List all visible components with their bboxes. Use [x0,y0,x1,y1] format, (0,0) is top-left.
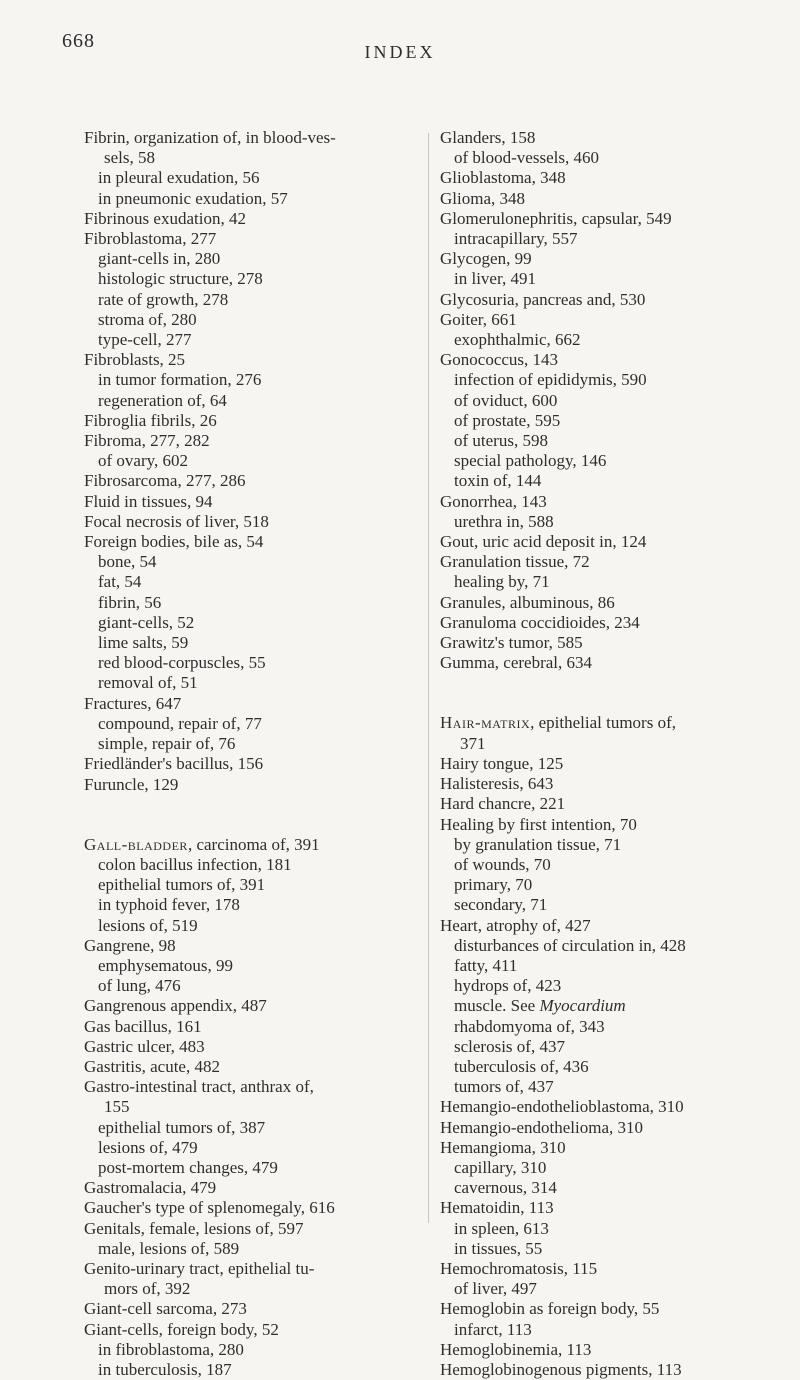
section-gap [84,795,414,835]
index-subentry: cavernous, 314 [454,1178,557,1198]
index-subentry: primary, 70 [454,875,533,895]
index-entry: Hemangioma, 310 [440,1137,566,1157]
index-subentry: in liver, 491 [454,269,536,289]
index-entry: Giant-cells, foreign body, 52 [84,1319,279,1339]
index-subentry: of blood-vessels, 460 [454,148,599,168]
index-subentry: of prostate, 595 [454,410,561,430]
index-entry: Genito-urinary tract, epithelial tu- [84,1258,315,1278]
index-entry: Gout, uric acid deposit in, 124 [440,532,647,552]
index-column-left [84,128,414,1380]
index-subentry: in pneumonic exudation, 57 [98,188,288,208]
index-subentry: rhabdomyoma of, 343 [454,1016,605,1036]
index-entry: Gall-bladder, carcinoma of, 391 [84,834,320,854]
index-subentry: fatty, 411 [454,955,518,975]
index-subentry: epithelial tumors of, 391 [98,875,266,895]
index-entry: Glycosuria, pancreas and, 530 [440,289,646,309]
index-subentry: in fibroblastoma, 280 [98,1339,244,1359]
index-entry: Gangrenous appendix, 487 [84,996,267,1016]
index-entry: Hairy tongue, 125 [440,753,564,773]
index-subentry: emphysematous, 99 [98,955,234,975]
index-entry: Focal necrosis of liver, 518 [84,511,269,531]
index-subentry: stroma of, 280 [98,309,197,329]
index-subentry: capillary, 310 [454,1157,547,1177]
index-subentry: of ovary, 602 [98,451,189,471]
index-entry: Genitals, female, lesions of, 597 [84,1218,304,1238]
index-subentry: histologic structure, 278 [98,269,263,289]
index-subentry: in pleural exudation, 56 [98,168,260,188]
index-entry: Gas bacillus, 161 [84,1016,202,1036]
index-entry: Glioma, 348 [440,188,525,208]
index-entry: Healing by first intention, 70 [440,814,637,834]
index-entry: Gangrene, 98 [84,935,176,955]
index-subentry: infection of epididymis, 590 [454,370,647,390]
index-entry: Gastro-intestinal tract, anthrax of, [84,1077,314,1097]
index-subentry: exophthalmic, 662 [454,330,581,350]
index-entry: Hemangio-endothelioblastoma, 310 [440,1097,684,1117]
index-entry: Hard chancre, 221 [440,794,566,814]
running-head: INDEX [364,42,436,62]
index-subentry: of uterus, 598 [454,431,548,451]
index-subentry: fat, 54 [98,572,142,592]
index-subentry: red blood-corpuscles, 55 [98,653,266,673]
index-entry: Gumma, cerebral, 634 [440,653,592,673]
index-entry: Hemangio-endothelioma, 310 [440,1117,644,1137]
index-entry: Granules, albuminous, 86 [440,592,615,612]
index-subentry: giant-cells in, 280 [98,249,221,269]
index-entry: Fibroblasts, 25 [84,350,186,370]
index-subentry: lesions of, 519 [98,915,198,935]
index-entry: Hemochromatosis, 115 [440,1258,598,1278]
index-entry: Hemoglobinemia, 113 [440,1339,592,1359]
index-entry: Glycogen, 99 [440,249,532,269]
index-entry: Grawitz's tumor, 585 [440,633,583,653]
index-subentry: healing by, 71 [454,572,550,592]
index-subentry: 371 [460,733,486,753]
index-subentry: regeneration of, 64 [98,390,227,410]
index-subentry: giant-cells, 52 [98,612,195,632]
index-subentry: colon bacillus infection, 181 [98,854,292,874]
index-subentry: fibrin, 56 [98,592,162,612]
index-entry: Glanders, 158 [440,128,536,147]
index-entry: Gastritis, acute, 482 [84,1056,220,1076]
index-subentry: hydrops of, 423 [454,976,562,996]
index-entry: Fibrosarcoma, 277, 286 [84,471,246,491]
index-entry: Gonococcus, 143 [440,350,559,370]
index-entry: Fibrin, organization of, in blood-ves- [84,128,336,147]
index-subentry: of wounds, 70 [454,854,551,874]
index-entry: Gaucher's type of splenomegaly, 616 [84,1198,335,1218]
index-entry: Heart, atrophy of, 427 [440,915,591,935]
index-subentry: of oviduct, 600 [454,390,558,410]
index-subentry: lime salts, 59 [98,633,189,653]
index-column-right [440,128,770,1380]
index-subentry: epithelial tumors of, 387 [98,1117,266,1137]
index-subentry: in spleen, 613 [454,1218,549,1238]
index-entry: Glioblastoma, 348 [440,168,566,188]
index-entry: Halisteresis, 643 [440,774,554,794]
page-number: 668 [62,30,95,52]
index-entry: Foreign bodies, bile as, 54 [84,532,264,552]
index-subentry: mors of, 392 [104,1279,191,1299]
index-subentry: bone, 54 [98,552,157,572]
index-entry: Hair-matrix, epithelial tumors of, [440,713,676,733]
index-entry: Hemoglobinogenous pigments, 113 [440,1359,682,1379]
section-gap [440,673,770,713]
index-entry: Glomerulonephritis, capsular, 549 [440,208,672,228]
index-entry: Fibroblastoma, 277 [84,229,217,249]
index-entry: Goiter, 661 [440,309,517,329]
index-subentry: post-mortem changes, 479 [98,1157,278,1177]
index-subentry: of liver, 497 [454,1279,537,1299]
index-subentry: in typhoid fever, 178 [98,895,240,915]
index-entry: Friedländer's bacillus, 156 [84,754,264,774]
index-subentry: sels, 58 [104,148,155,168]
index-entry: Fractures, 647 [84,693,182,713]
index-subentry: in tuberculosis, 187 [98,1359,232,1379]
index-subentry: by granulation tissue, 71 [454,834,622,854]
index-subentry: removal of, 51 [98,673,198,693]
index-subentry: special pathology, 146 [454,451,607,471]
index-subentry: lesions of, 479 [98,1137,198,1157]
index-subentry: in tissues, 55 [454,1238,543,1258]
index-subentry: secondary, 71 [454,895,548,915]
index-entry: Hematoidin, 113 [440,1198,554,1218]
column-divider [428,133,429,1223]
index-subentry: muscle. See Myocardium [454,996,626,1016]
index-subentry: compound, repair of, 77 [98,713,262,733]
index-subentry: urethra in, 588 [454,511,554,531]
index-subentry: type-cell, 277 [98,330,192,350]
index-subentry: of lung, 476 [98,976,181,996]
index-subentry: 155 [104,1097,130,1117]
index-subentry: tuberculosis of, 436 [454,1056,589,1076]
index-entry: Gastromalacia, 479 [84,1178,217,1198]
index-entry: Giant-cell sarcoma, 273 [84,1299,247,1319]
index-subentry: sclerosis of, 437 [454,1036,565,1056]
index-entry: Hemoglobin as foreign body, 55 [440,1299,660,1319]
index-subentry: rate of growth, 278 [98,289,229,309]
index-entry: Granuloma coccidioides, 234 [440,612,640,632]
index-entry: Furuncle, 129 [84,774,179,794]
index-entry: Fibroglia fibrils, 26 [84,410,217,430]
index-subentry: male, lesions of, 589 [98,1238,240,1258]
index-entry: Fibrinous exudation, 42 [84,208,246,228]
index-entry: Fluid in tissues, 94 [84,491,213,511]
index-entry: Gastric ulcer, 483 [84,1036,205,1056]
index-subentry: infarct, 113 [454,1319,532,1339]
index-entry: Granulation tissue, 72 [440,552,590,572]
index-subentry: disturbances of circulation in, 428 [454,935,686,955]
index-subentry: toxin of, 144 [454,471,542,491]
index-entry: Fibroma, 277, 282 [84,431,210,451]
index-subentry: intracapillary, 557 [454,229,578,249]
index-subentry: simple, repair of, 76 [98,734,236,754]
index-subentry: in tumor formation, 276 [98,370,262,390]
index-entry: Gonorrhea, 143 [440,491,547,511]
index-subentry: tumors of, 437 [454,1077,554,1097]
